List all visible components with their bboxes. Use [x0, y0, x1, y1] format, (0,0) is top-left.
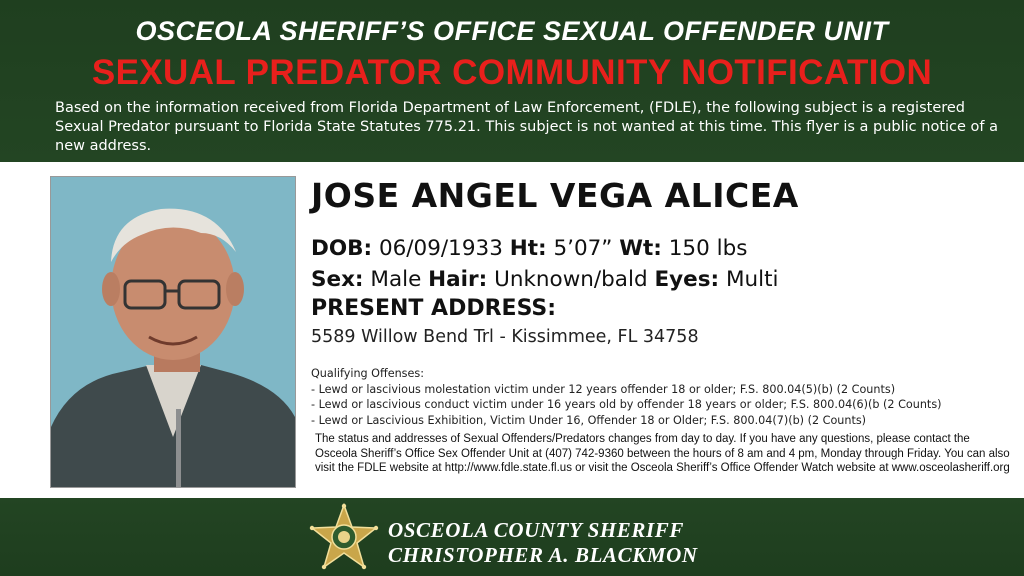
disclaimer-text: The status and addresses of Sexual Offenders/Predators changes from day to day. If you have any questions, please contact the Osceola Sheriff’s Office Sex Offender Unit at (407) 742-9360 between the hours of 8 am and 4 pm, Monday through Friday. You can also visit the FDLE website at http://www.fdle.state.fl.us or visit the Osceola Sheriff’s Office Offender Watch website at www.osceolasheriff.org	[315, 433, 1010, 475]
footer-sheriff-name: CHRISTOPHER A. BLACKMON	[388, 543, 698, 567]
height-value: 5’07”	[553, 236, 613, 261]
address-heading: PRESENT ADDRESS:	[311, 296, 557, 321]
offenses-heading: Qualifying Offenses:	[311, 367, 424, 380]
address-value: 5589 Willow Bend Trl - Kissimmee, FL 34758	[311, 327, 699, 347]
dob-value: 06/09/1933	[378, 236, 503, 261]
sex-label: Sex:	[311, 267, 364, 292]
eyes-label: Eyes:	[654, 267, 720, 292]
vitals-line-2	[311, 267, 779, 292]
subject-photo	[50, 176, 296, 488]
notice-title: SEXUAL PREDATOR COMMUNITY NOTIFICATION	[91, 53, 933, 92]
weight-label: Wt:	[619, 236, 662, 261]
dob-label: DOB:	[311, 236, 373, 261]
subject-name: JOSE ANGEL VEGA ALICEA	[311, 176, 799, 215]
footer-agency: OSCEOLA COUNTY SHERIFF	[388, 518, 684, 542]
eyes-value: Multi	[725, 267, 779, 292]
unit-title: OSCEOLA SHERIFF’S OFFICE SEXUAL OFFENDER UNIT	[135, 16, 889, 46]
sheriff-star-badge-icon	[309, 503, 379, 571]
sex-value: Male	[370, 267, 422, 292]
offense-item: - Lewd or lascivious conduct victim under 16 years old by offender 18 years or older; F.S. 800.04(6)(b (2 Counts)	[311, 398, 942, 412]
height-label: Ht:	[509, 236, 547, 261]
offense-item: - Lewd or lascivious molestation victim under 12 years offender 18 or older; F.S. 800.04(5)(b) (2 Counts)	[311, 382, 896, 396]
weight-value: 150 lbs	[668, 236, 748, 261]
vitals-line-1	[311, 236, 747, 261]
hair-label: Hair:	[428, 267, 488, 292]
hair-value: Unknown/bald	[494, 267, 648, 292]
qualifying-offenses	[311, 366, 1016, 428]
intro-text: Based on the information received from Florida Department of Law Enforcement, (FDLE), the following subject is a registered Sexual Predator pursuant to Florida State Statutes 775.21. This subject is not wanted at this time. This flyer is a public notice of a new address.	[55, 100, 999, 154]
offense-item: - Lewd or Lascivious Exhibition, Victim Under 16, Offender 18 or Older; F.S. 800.04(7)(b) (2 Counts)	[311, 413, 867, 427]
